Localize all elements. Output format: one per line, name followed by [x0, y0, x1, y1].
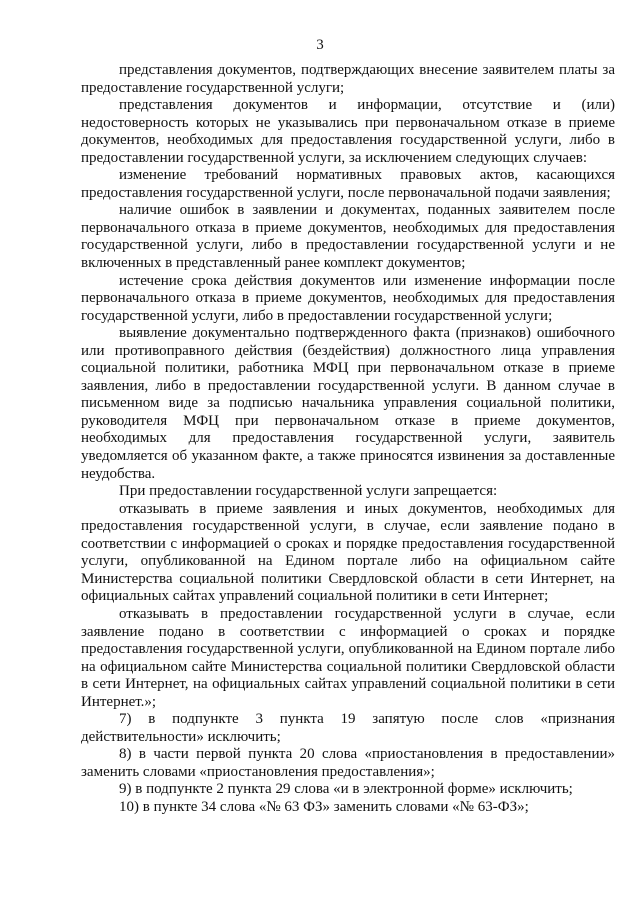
- amendment-item: 7) в подпункте 3 пункта 19 запятую после слов «признания действительности» исключить;: [81, 711, 615, 745]
- paragraph: При предоставлении государственной услуги запрещается:: [119, 483, 498, 500]
- amendment-item: 8) в части первой пункта 20 слова «приостановления в предоставлении» заменить словами «приостановления предоставления»;: [81, 746, 615, 780]
- paragraph: наличие ошибок в заявлении и документах, поданных заявителем после первоначального отказа в приеме документов, необходимых для предоставления государственной услуги, либо в предоставлении государственной услуги и не включенных в представленный ранее комплект документов;: [81, 202, 615, 272]
- paragraph: выявление документально подтвержденного факта (признаков) ошибочного или противоправного действия (бездействия) должностного лица управления социальной политики, работника МФЦ при первоначальном отказе в приеме заявления, либо в предоставлении государственной услуги. В данном случае в письменном виде за подписью начальника управления социальной политики, руководителя МФЦ при первоначальном отказе в приеме документов, необходимых для предоставления государственной услуги, заявитель уведомляется об указанном факте, а также приносятся извинения за доставленные неудобства.: [81, 325, 615, 482]
- paragraph: отказывать в предоставлении государственной услуги в случае, если заявление подано в соответствии с информацией о сроках и порядке предоставления государственной услуги, опубликованной на Едином портале либо на официальном сайте Министерства социальной политики Свердловской области в сети Интернет, на официальных сайтах управлений социальной политики в сети Интернет.»;: [81, 605, 615, 710]
- paragraph: отказывать в приеме заявления и иных документов, необходимых для предоставления государственной услуги, в случае, если заявление подано в соответствии с информацией о сроках и порядке предоставления государственной услуги, опубликованной на Едином портале либо на официальном сайте Министерства социальной политики Свердловской области в сети Интернет, на официальных сайтах управлений социальной политики в сети Интернет;: [81, 500, 615, 605]
- paragraph: изменение требований нормативных правовых актов, касающихся предоставления государственной услуги, после первоначальной подачи заявления;: [81, 167, 615, 201]
- paragraph: истечение срока действия документов или изменение информации после первоначального отказа в приеме документов, необходимых для предоставления государственной услуги, либо в предоставлении государственной услуги;: [81, 272, 615, 324]
- paragraph: представления документов, подтверждающих внесение заявителем платы за предоставление государственной услуги;: [81, 62, 615, 96]
- amendment-item: 9) в подпункте 2 пункта 29 слова «и в электронной форме» исключить;: [119, 781, 573, 798]
- paragraph: представления документов и информации, отсутствие и (или) недостоверность которых не указывались при первоначальном отказе в приеме документов, необходимых для предоставления государственной услуги, либо в предоставлении государственной услуги, за исключением следующих случаев:: [81, 97, 615, 166]
- document-body: [81, 62, 615, 817]
- page-number: 3: [316, 37, 324, 53]
- amendment-item: 10) в пункте 34 слова «№ 63 ФЗ» заменить словами «№ 63-ФЗ»;: [119, 798, 529, 815]
